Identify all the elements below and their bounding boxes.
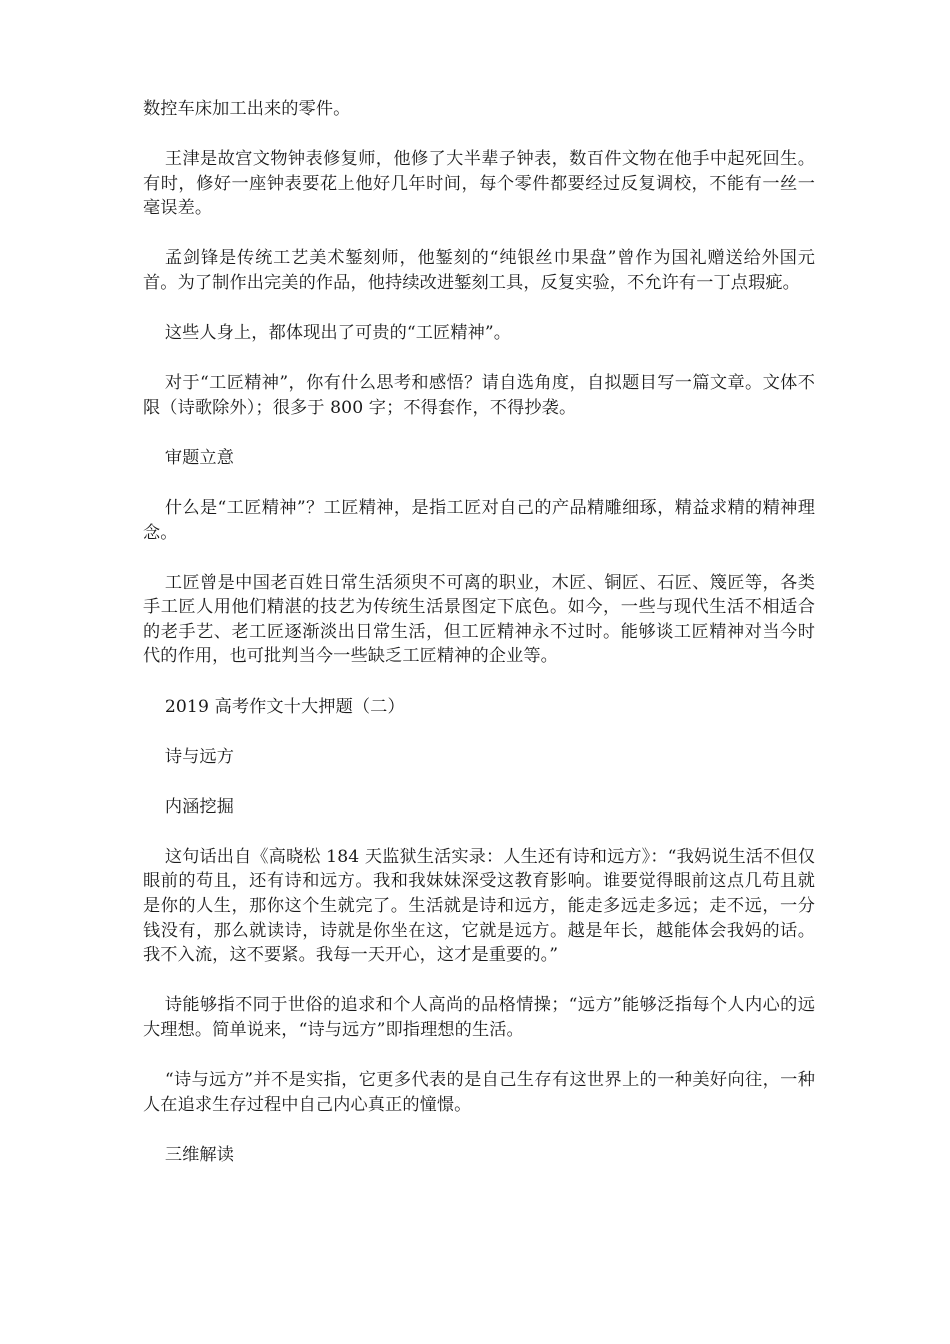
section-heading-topic-analysis: 审题立意: [164, 447, 235, 468]
section-heading-essay-predictions: 2019 高考作文十大押题（二）: [164, 696, 405, 717]
paragraph-poetry-meaning: 诗能够指不同于世俗的追求和个人高尚的品格情操；“远方”能够泛指每个人内心的远大理想。简单说来，“诗与远方”即指理想的生活。: [143, 995, 815, 1040]
document-body: [143, 97, 815, 1193]
paragraph-craftsman-spirit-summary: 这些人身上，都体现出了可贵的“工匠精神”。: [164, 323, 512, 344]
paragraph-quote-source: 这句话出自《高晓松 184 天监狱生活实录：人生还有诗和远方》：“我妈说生活不但仅眼前的苟且，还有诗和远方。我和我妹妹深受这教育影响。谁要觉得眼前这点几苟且就是你的人生，那你这个生就完了。生活就是诗和远方，能走多远走多远；走不远，一分钱没有，那么就读诗，诗就是你坐在这，它就是远方。越是年长，越能体会我妈的话。我不入流，这不要紧。我每一天开心，这才是重要的。”: [143, 846, 815, 966]
paragraph-meng-jianfeng: 孟剑锋是传统工艺美术錾刻师，他錾刻的“纯银丝巾果盘”曾作为国礼赠送给外国元首。为了制作出完美的作品，他持续改进錾刻工具，反复实验，不允许有一丁点瑕疵。: [143, 248, 815, 293]
paragraph-craftsman-history: 工匠曾是中国老百姓日常生活须臾不可离的职业，木匠、铜匠、石匠、篾匠等，各类手工匠人用他们精湛的技艺为传统生活景图定下底色。如今，一些与现代生活不相适合的老手艺、老工匠逐渐淡出日常生活，但工匠精神永不过时。能够谈工匠精神对当今时代的作用，也可批判当今一些缺乏工匠精神的企业等。: [143, 572, 815, 667]
section-heading-poetry-and-distance: 诗与远方: [164, 746, 235, 767]
paragraph-poetry-aspiration: “诗与远方”并不是实指，它更多代表的是自己生存有这世界上的一种美好向往，一种人在追求生存过程中自己内心真正的憧憬。: [143, 1069, 815, 1115]
section-heading-three-dimensional: 三维解读: [164, 1144, 235, 1165]
paragraph-definition: 什么是“工匠精神”？工匠精神，是指工匠对自己的产品精雕细琢，精益求精的精神理念。: [143, 497, 815, 543]
paragraph-wang-jin: 王津是故宫文物钟表修复师，他修了大半辈子钟表，数百件文物在他手中起死回生。有时，修好一座钟表要花上他好几年时间，每个零件都要经过反复调校，不能有一丝一毫误差。: [143, 149, 815, 219]
section-heading-meaning: 内涵挖掘: [164, 796, 235, 817]
paragraph-writing-prompt: 对于“工匠精神”，你有什么思考和感悟？请自选角度，自拟题目写一篇文章。文体不限（诗歌除外）；很多于 800 字；不得套作，不得抄袭。: [143, 373, 815, 418]
paragraph-continuation: 数控车床加工出来的零件。: [143, 99, 351, 119]
